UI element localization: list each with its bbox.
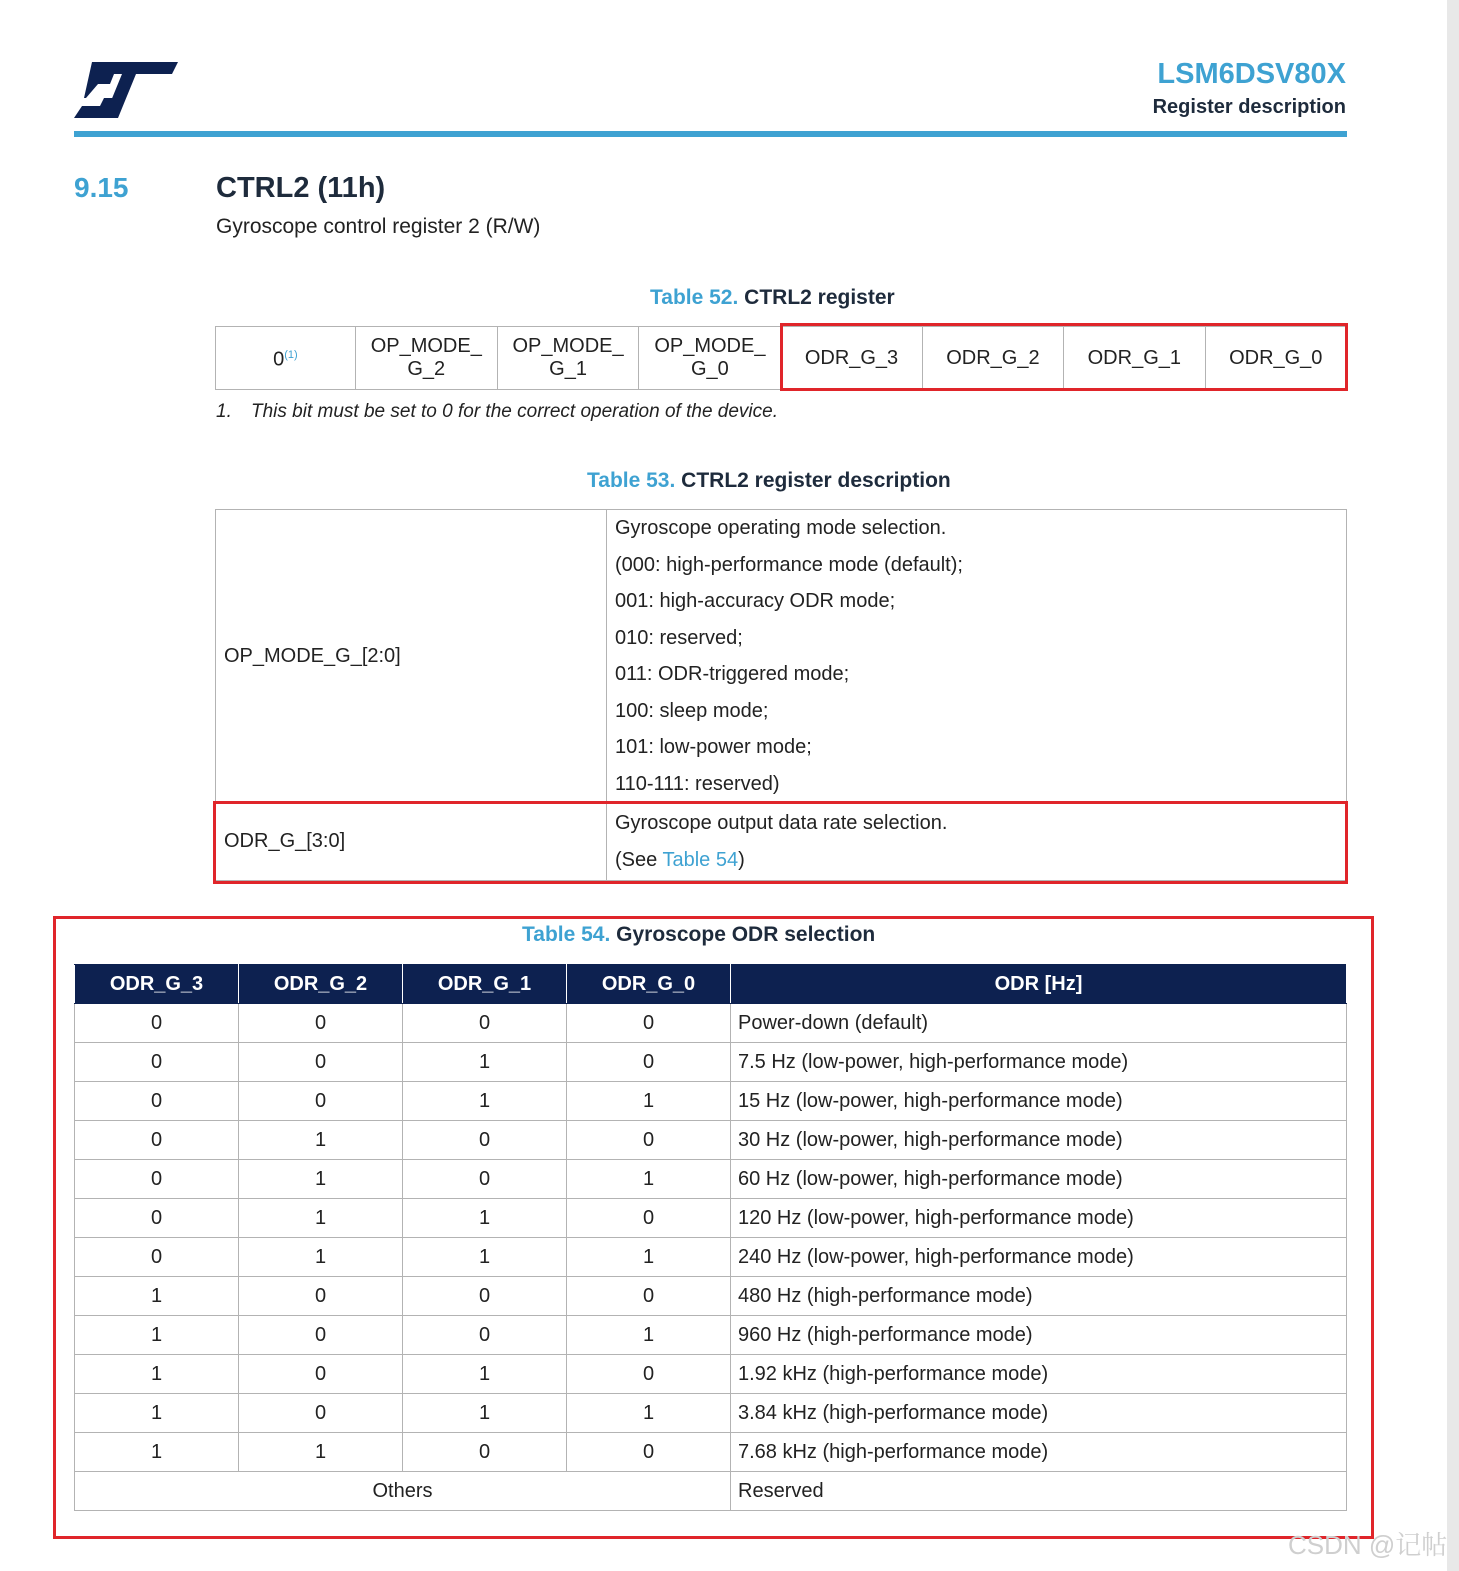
bit-value-cell: 1 <box>567 1394 731 1433</box>
col-header: ODR [Hz] <box>731 965 1347 1004</box>
odr-value-cell: 120 Hz (low-power, high-performance mode) <box>731 1199 1347 1238</box>
bit-value-cell: 0 <box>403 1277 567 1316</box>
bit-4-cell <box>639 327 781 390</box>
bit-value-cell: 1 <box>75 1277 239 1316</box>
field-desc-op-mode <box>607 510 1347 803</box>
bit-value-cell: 0 <box>75 1043 239 1082</box>
highlight-odr-row <box>213 801 1348 884</box>
odr-value-cell: 30 Hz (low-power, high-performance mode) <box>731 1121 1347 1160</box>
bit-value-cell: 0 <box>403 1433 567 1472</box>
bit-value-cell: 0 <box>567 1043 731 1082</box>
table54-link[interactable]: Table 54 <box>662 848 739 871</box>
bit-value-cell: 0 <box>403 1160 567 1199</box>
bit-value-cell: 0 <box>567 1355 731 1394</box>
bit-value-cell: 0 <box>239 1316 403 1355</box>
desc-line: Gyroscope operating mode selection. <box>615 517 947 539</box>
bit-value-cell: 1 <box>403 1199 567 1238</box>
bit-value-cell: 1 <box>403 1082 567 1121</box>
bit-value-cell: 0 <box>403 1316 567 1355</box>
table52-title: CTRL2 register <box>744 286 895 309</box>
bit-value-cell: 0 <box>75 1199 239 1238</box>
bit-value-cell: 0 <box>567 1433 731 1472</box>
bit-value-cell: 0 <box>75 1238 239 1277</box>
table53-title: CTRL2 register description <box>681 469 951 492</box>
bit-value-cell: 0 <box>239 1004 403 1043</box>
header-rule <box>74 131 1347 137</box>
bit-value-cell: 1 <box>75 1316 239 1355</box>
col-header: ODR_G_3 <box>75 965 239 1004</box>
odr-value-cell: 7.5 Hz (low-power, high-performance mode) <box>731 1043 1347 1082</box>
bit-value-cell: 1 <box>239 1199 403 1238</box>
bit-6-line1: OP_MODE_ <box>370 335 482 357</box>
desc-line: Gyroscope output data rate selection. <box>615 812 948 834</box>
table53-caption <box>587 469 951 493</box>
field-name-op-mode: OP_MODE_G_[2:0] <box>216 510 607 803</box>
footnote-text: This bit must be set to 0 for the correct operation of the device. <box>251 401 778 422</box>
bit-5-line1: OP_MODE_ <box>512 335 624 357</box>
doc-title: LSM6DSV80X <box>1157 58 1346 90</box>
see-suffix: ) <box>738 848 745 871</box>
odr-value-cell: 1.92 kHz (high-performance mode) <box>731 1355 1347 1394</box>
bit-value-cell: 0 <box>239 1277 403 1316</box>
bit-4-line2: G_0 <box>690 358 729 380</box>
bit-value-cell: 0 <box>567 1277 731 1316</box>
reserved-cell: Reserved <box>731 1472 1347 1511</box>
others-cell: Others <box>75 1472 731 1511</box>
bit-value-cell: 1 <box>239 1433 403 1472</box>
field-name-odr: ODR_G_[3:0] <box>216 803 607 881</box>
footnote-ref[interactable]: (1) <box>284 349 298 362</box>
bit-value-cell: 0 <box>239 1394 403 1433</box>
bit-3-cell: ODR_G_3 <box>781 327 922 390</box>
odr-value-cell: 15 Hz (low-power, high-performance mode) <box>731 1082 1347 1121</box>
table54-title: Gyroscope ODR selection <box>616 923 876 946</box>
bit-value-cell: 0 <box>239 1082 403 1121</box>
odr-value-cell: 3.84 kHz (high-performance mode) <box>731 1394 1347 1433</box>
table54-number: Table 54. <box>522 923 611 946</box>
bit-value-cell: 1 <box>567 1316 731 1355</box>
watermark: CSDN @记帖 <box>1288 1530 1448 1560</box>
bit-5-line2: G_1 <box>549 358 587 380</box>
doc-subtitle: Register description <box>1152 96 1346 118</box>
footnote-number: 1. <box>216 401 232 422</box>
bit-value-cell: 1 <box>403 1043 567 1082</box>
desc-line: 110-111: reserved) <box>615 772 780 795</box>
section-description: Gyroscope control register 2 (R/W) <box>216 215 541 238</box>
odr-value-cell: 7.68 kHz (high-performance mode) <box>731 1433 1347 1472</box>
bit-value-cell: 0 <box>75 1160 239 1199</box>
bit-2-cell: ODR_G_2 <box>922 327 1063 390</box>
desc-line: 101: low-power mode; <box>615 736 812 758</box>
bit-value-cell: 1 <box>567 1160 731 1199</box>
bit-value-cell: 1 <box>239 1121 403 1160</box>
table52-number: Table 52. <box>650 286 739 309</box>
bit-value-cell: 0 <box>567 1004 731 1043</box>
bit-7-label: 0 <box>273 348 285 371</box>
desc-line: 010: reserved; <box>615 626 743 649</box>
bit-6-line2: G_2 <box>407 358 446 380</box>
bit-value-cell: 0 <box>403 1121 567 1160</box>
highlight-odr-table <box>53 916 1374 1539</box>
bit-value-cell: 1 <box>239 1160 403 1199</box>
bit-value-cell: 0 <box>75 1004 239 1043</box>
page-edge <box>1447 0 1459 1571</box>
st-logo <box>74 60 178 120</box>
bit-value-cell: 1 <box>239 1238 403 1277</box>
desc-line: (000: high-performance mode (default); <box>615 553 963 576</box>
bit-value-cell: 1 <box>75 1394 239 1433</box>
bit-value-cell: 0 <box>75 1121 239 1160</box>
bit-value-cell: 1 <box>567 1082 731 1121</box>
bit-1-cell: ODR_G_1 <box>1064 327 1205 390</box>
odr-value-cell: Power-down (default) <box>731 1004 1347 1043</box>
bit-value-cell: 0 <box>239 1355 403 1394</box>
bit-value-cell: 0 <box>403 1004 567 1043</box>
bit-6-cell <box>355 327 497 390</box>
odr-value-cell: 960 Hz (high-performance mode) <box>731 1316 1347 1355</box>
section-title: CTRL2 (11h) <box>216 172 386 204</box>
desc-line: 100: sleep mode; <box>615 699 769 722</box>
table52-footnote <box>216 401 778 423</box>
bit-value-cell: 1 <box>403 1355 567 1394</box>
bit-value-cell: 1 <box>403 1238 567 1277</box>
bit-value-cell: 1 <box>567 1238 731 1277</box>
bit-7-cell <box>216 327 356 390</box>
table53-number: Table 53. <box>587 469 676 492</box>
bit-value-cell: 0 <box>567 1121 731 1160</box>
see-prefix: (See <box>615 848 663 871</box>
table-row <box>216 510 1347 803</box>
col-header: ODR_G_0 <box>567 965 731 1004</box>
desc-line: 011: ODR-triggered mode; <box>615 663 850 685</box>
highlight-odr-bits <box>780 323 1348 391</box>
bit-4-line1: OP_MODE_ <box>654 335 766 357</box>
desc-line: 001: high-accuracy ODR mode; <box>615 590 896 612</box>
bit-value-cell: 1 <box>75 1355 239 1394</box>
bit-5-cell <box>497 327 639 390</box>
odr-value-cell: 240 Hz (low-power, high-performance mode) <box>731 1238 1347 1277</box>
bit-value-cell: 1 <box>403 1394 567 1433</box>
table52-caption <box>650 286 895 310</box>
col-header: ODR_G_2 <box>239 965 403 1004</box>
col-header: ODR_G_1 <box>403 965 567 1004</box>
bit-value-cell: 0 <box>567 1199 731 1238</box>
bit-value-cell: 1 <box>75 1433 239 1472</box>
bit-0-cell: ODR_G_0 <box>1205 327 1346 390</box>
section-number: 9.15 <box>74 172 129 203</box>
odr-value-cell: 480 Hz (high-performance mode) <box>731 1277 1347 1316</box>
bit-value-cell: 0 <box>75 1082 239 1121</box>
bit-value-cell: 0 <box>239 1043 403 1082</box>
odr-value-cell: 60 Hz (low-power, high-performance mode) <box>731 1160 1347 1199</box>
